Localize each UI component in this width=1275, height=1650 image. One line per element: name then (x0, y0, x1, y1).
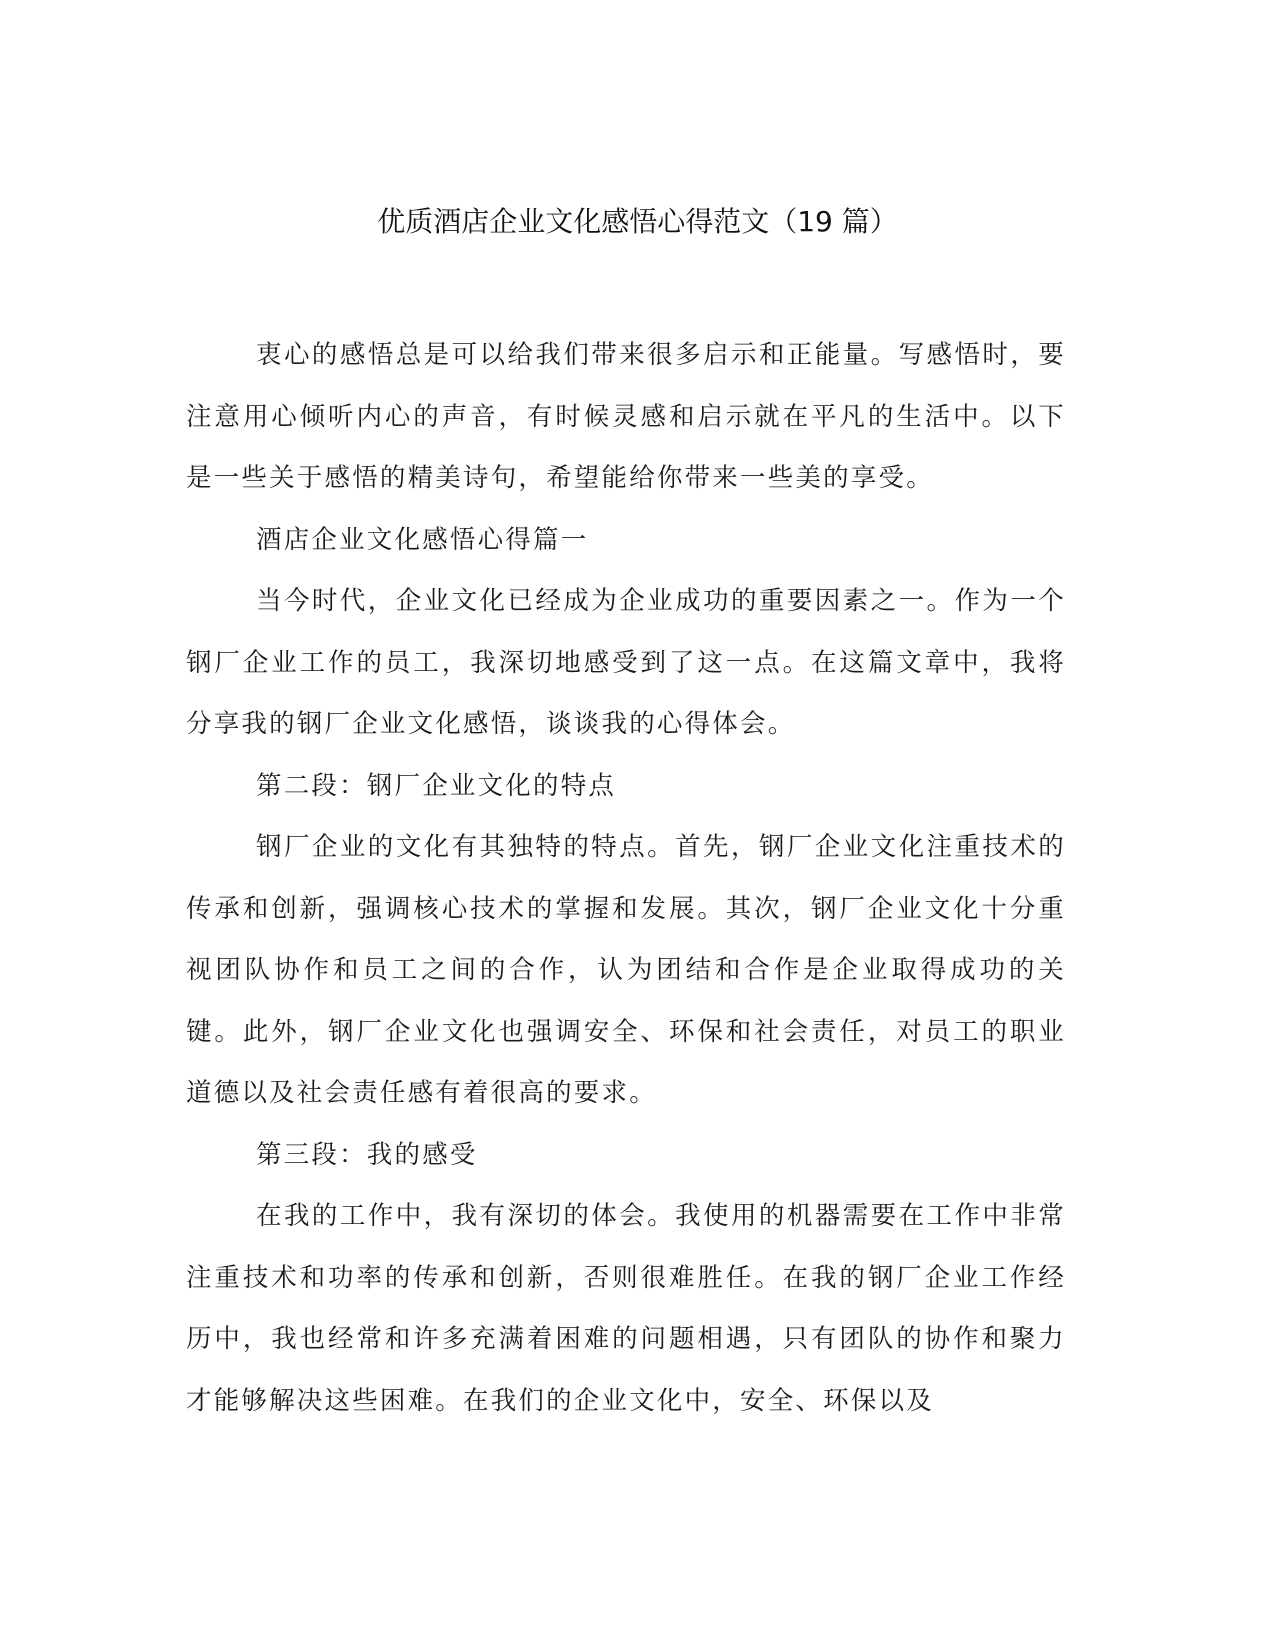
body-paragraph: 当今时代，企业文化已经成为企业成功的重要因素之一。作为一个钢厂企业工作的员工，我深切地感受到了这一点。在这篇文章中，我将分享我的钢厂企业文化感悟，谈谈我的心得体会。 (186, 586, 1066, 739)
body-paragraph: 钢厂企业的文化有其独特的特点。首先，钢厂企业文化注重技术的传承和创新，强调核心技术的掌握和发展。其次，钢厂企业文化十分重视团队协作和员工之间的合作，认为团结和合作是企业取得成功的关键。此外，钢厂企业文化也强调安全、环保和社会责任，对员工的职业道德以及社会责任感有着很高的要求。 (186, 832, 1066, 1108)
section-heading-second: 第二段：钢厂企业文化的特点 (256, 770, 617, 801)
document-body (186, 325, 1066, 1432)
section-heading-part-one: 酒店企业文化感悟心得篇一 (256, 524, 589, 555)
intro-paragraph: 衷心的感悟总是可以给我们带来很多启示和正能量。写感悟时，要注意用心倾听内心的声音，有时候灵感和启示就在平凡的生活中。以下是一些关于感悟的精美诗句，希望能给你带来一些美的享受。 (186, 340, 1066, 493)
section-heading-third: 第三段：我的感受 (256, 1139, 478, 1170)
document-title: 优质酒店企业文化感悟心得范文（19 篇） (377, 205, 898, 238)
body-paragraph: 在我的工作中，我有深切的体会。我使用的机器需要在工作中非常注重技术和功率的传承和创新，否则很难胜任。在我的钢厂企业工作经历中，我也经常和许多充满着困难的问题相遇，只有团队的协作和聚力才能够解决这些困难。在我们的企业文化中，安全、环保以及 (186, 1201, 1066, 1416)
